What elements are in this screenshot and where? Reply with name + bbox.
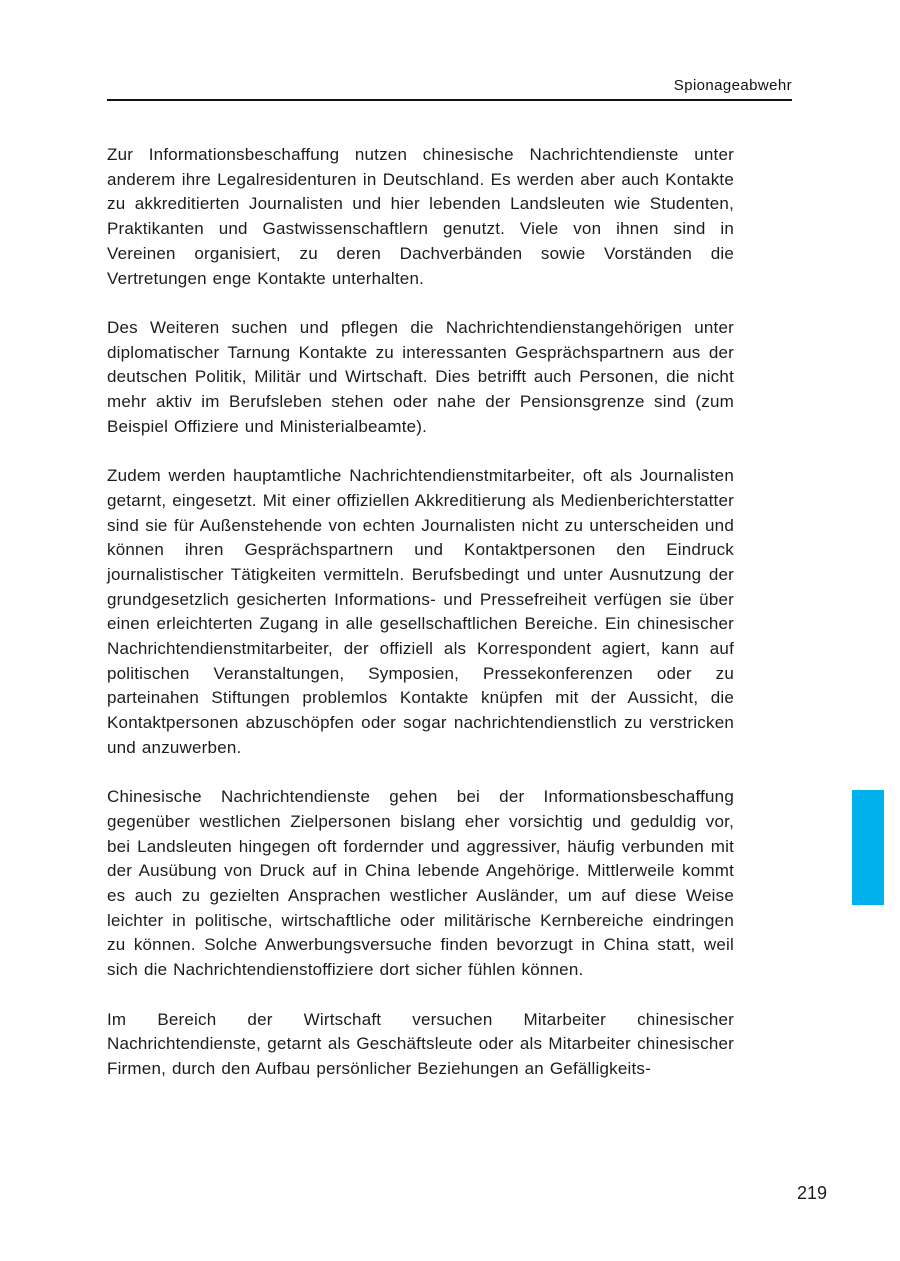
header-rule xyxy=(107,99,792,101)
paragraph-5: Im Bereich der Wirtschaft versuchen Mitarbeiter chinesischer Nachrichtendienste, getarnt als Geschäftsleute oder als Mitarbeiter chinesischer Firmen, durch den Aufbau persönlicher Beziehungen an Gefälligkeits- xyxy=(107,1009,734,1078)
running-header: Spionageabwehr xyxy=(673,77,792,94)
paragraph-2: Des Weiteren suchen und pflegen die Nachrichtendienstangehörigen unter diplomatischer Tarnung Kontakte zu interessanten Gesprächspartnern aus der deutschen Politik, Militär und Wirtschaft. Dies betrifft auch Personen, die nicht mehr aktiv im Berufsleben stehen oder nahe der Pensionsgrenze sind (zum Beispiel Offiziere und Ministerialbeamte). xyxy=(107,317,734,436)
page-number: 219 xyxy=(796,1183,827,1203)
body-text xyxy=(107,143,734,1106)
paragraph-1: Zur Informationsbeschaffung nutzen chinesische Nachrichtendienste unter anderem ihre Legalresidenturen in Deutschland. Es werden aber auch Kontakte zu akkreditierten Journalisten und hier lebenden Landsleuten wie Studenten, Praktikanten und Gastwissenschaftlern genutzt. Viele von ihnen sind in Vereinen organisiert, zu deren Dachverbänden sowie Vorständen die Vertretungen enge Kontakte unterhalten. xyxy=(107,145,734,288)
paragraph-3: Zudem werden hauptamtliche Nachrichtendienstmitarbeiter, oft als Journalisten getarnt, eingesetzt. Mit einer offiziellen Akkreditierung als Medienberichterstatter sind sie für Außenstehende von echten Journalisten nicht zu unterscheiden und können ihren Gesprächspartnern und Kontaktpersonen den Eindruck journalistischer Tätigkeiten vermitteln. Berufsbedingt und unter Ausnutzung der grundgesetzlich gesicherten Informations- und Pressefreiheit verfügen sie über einen erleichterten Zugang in alle gesellschaftlichen Bereiche. Ein chinesischer Nachrichtendienstmitarbeiter, der offiziell als Korrespondent agiert, kann auf politischen Veranstaltungen, Symposien, Pressekonferenzen oder zu parteinahen Stiftungen problemlos Kontakte knüpfen mit der Aussicht, die Kontaktpersonen abzuschöpfen oder sogar nachrichtendienstlich zu verstricken und anzuwerben. xyxy=(107,466,734,757)
section-thumb-marker xyxy=(852,790,884,905)
paragraph-4: Chinesische Nachrichtendienste gehen bei der Informationsbeschaffung gegenüber westlichen Zielpersonen bislang eher vorsichtig und geduldig vor, bei Landsleuten hingegen oft fordernder und aggressiver, häufig verbunden mit der Ausübung von Druck auf in China lebende Angehörige. Mittlerweile kommt es auch zu gezielten Ansprachen westlicher Ausländer, um auf diese Weise leichter in politische, wirtschaftliche oder militärische Kernbereiche eindringen zu können. Solche Anwerbungsversuche finden bevorzugt in China statt, weil sich die Nachrichtendienstoffiziere dort sicher fühlen können. xyxy=(107,787,734,980)
